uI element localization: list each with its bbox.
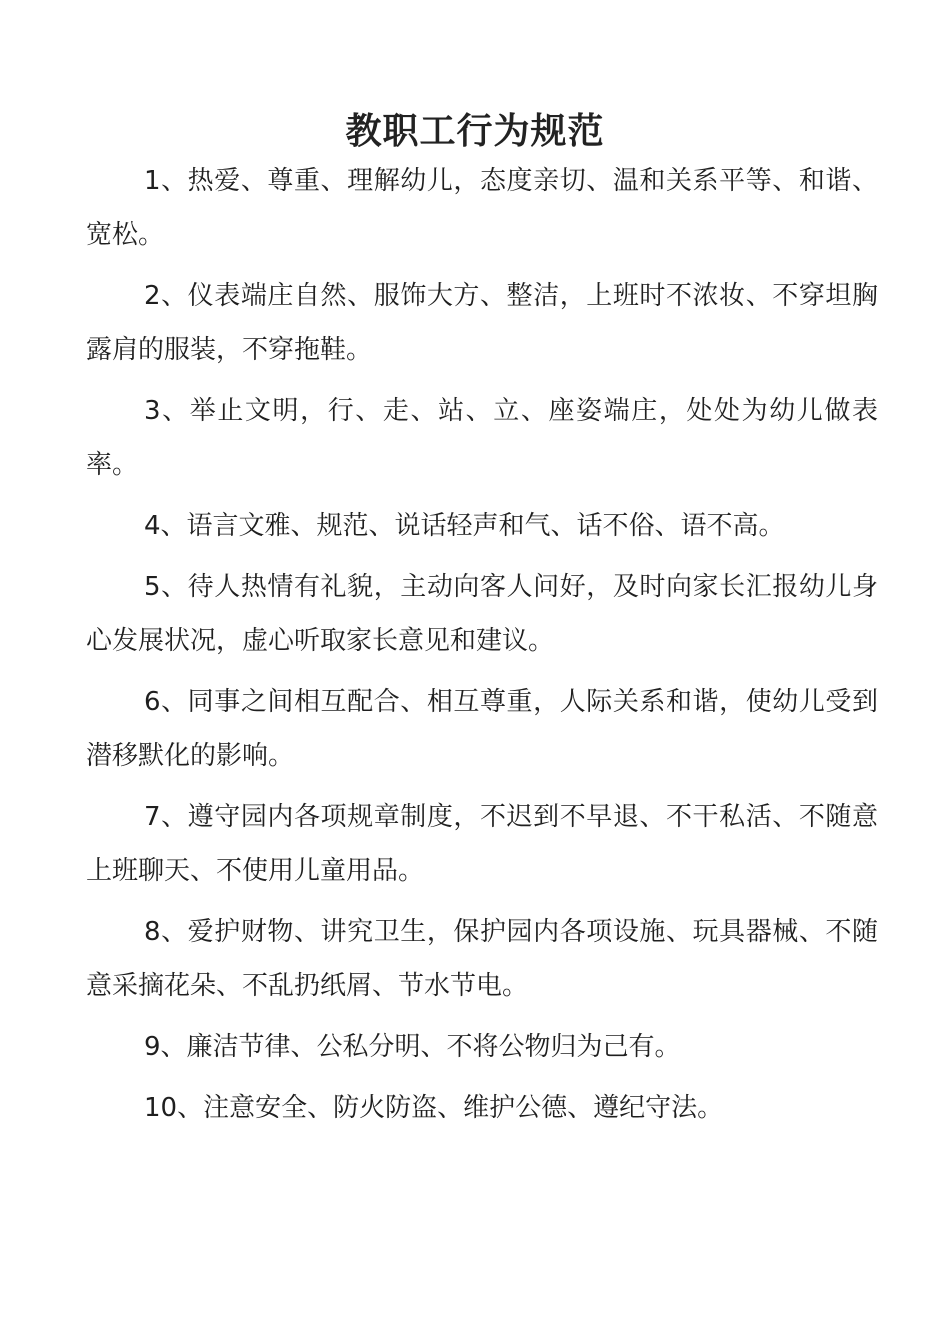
rule-item-7: 7、遵守园内各项规章制度，不迟到不早退、不干私活、不随意上班聊天、不使用儿童用品。: [86, 802, 878, 886]
rule-item-4: 4、语言文雅、规范、说话轻声和气、话不俗、语不高。: [144, 511, 785, 541]
rules-list: [86, 154, 878, 1142]
rule-item-6: 6、同事之间相互配合、相互尊重，人际关系和谐，使幼儿受到潜移默化的影响。: [86, 687, 878, 771]
rule-item-9: 9、廉洁节律、公私分明、不将公物归为己有。: [144, 1032, 681, 1062]
page-title: 教职工行为规范: [345, 111, 605, 153]
rule-item-5: 5、待人热情有礼貌，主动向客人问好，及时向家长汇报幼儿身心发展状况，虚心听取家长意见和建议。: [86, 572, 878, 656]
rule-item-3: 3、举止文明，行、走、站、立、座姿端庄，处处为幼儿做表率。: [86, 396, 878, 480]
rule-item-10: 10、注意安全、防火防盗、维护公德、遵纪守法。: [144, 1093, 724, 1123]
rule-item-1: 1、热爱、尊重、理解幼儿，态度亲切、温和关系平等、和谐、宽松。: [86, 166, 878, 250]
rule-item-8: 8、爱护财物、讲究卫生，保护园内各项设施、玩具器械、不随意采摘花朵、不乱扔纸屑、节水节电。: [86, 917, 878, 1001]
rule-item-2: 2、仪表端庄自然、服饰大方、整洁，上班时不浓妆、不穿坦胸露肩的服装，不穿拖鞋。: [86, 281, 878, 365]
